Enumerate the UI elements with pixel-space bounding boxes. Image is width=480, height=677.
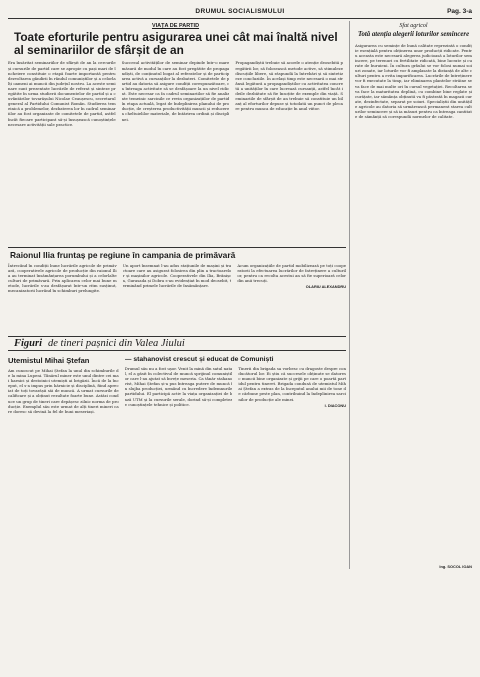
figures-columns: [8, 354, 346, 666]
figures-text-2: Drumul său nu a fost ușor. Venit la mină din satul natal, el a găsit în colectivul de muncă sprijinul comuniștilor care l-au ajutat să învețe meseria. Ca tânăr stahanovist, Mihai Ștefan și-a pus întreaga putere de muncă în slujba producției, urmând cu încredere îndemnurile partidului. El participă activ la viața organizației de bază UTM și la cursurile serale, dorind să-și completeze cunoștințele tehnice și politice.: [124, 366, 233, 407]
lead-text-2: Succesul activităților de seminar depinde într-o mare măsură de modul în care au fost pregătite de propagandiști, de conținutul bogat al referatelor și de participarea activă a cursanților la dezbateri. Comitetele de partid au datoria să asigure condiții corespunzătoare, ca întreaga activitate să se desfășoare la un nivel ridicat. Este necesar ca în cadrul seminariilor să fie analizate temeinic sarcinile ce revin organizațiilor de partid în etapa actuală, legat de îndeplinirea planului de producție, de creșterea productivității muncii și reducerea cheltuielilor materiale, de întărirea ordinii și disciplinei.: [121, 60, 230, 122]
lead-headline: Toate eforturile pentru asigurarea unei cât mai înaltă nivel al seminariilor de sfârșit de an: [14, 30, 338, 57]
figures-text-1: Am cunoscut pe Mihai Ștefan la unul din schimburile de la mina Lupeni. Tânărul miner este unul dintre cei mai harnici și destoinici utemiști ai brigăzii. Încă de la început, el s-a impus prin hărnicie și disciplină, fiind apreciat de toți tovarășii săi de muncă. A urmat cursurile de calificare și a obținut rezultate foarte bune. Astăzi conduce un grup de tineri care depășesc zilnic norma de producție. Exemplul său este urmat de alți tineri mineri care doresc să devină la fel de buni meseriași.: [8, 368, 119, 414]
mid-text-3: Acum organizațiile de partid mobilizează pe toți cooperatorii la efectuarea lucrărilor de întreținere a culturilor, pentru ca recolta acestui an să fie superioară celor din anii trecuți.: [237, 263, 347, 284]
section-band: [8, 336, 346, 351]
lead-text-3: Propagandiștii trebuie să acorde o atenție deosebită pregătirii lor, să folosească metode active, să stimuleze discuțiile libere, să răspundă la întrebări și să sintetizeze concluziile. În același timp este necesară o mai strânsă legătură a propagandiștilor cu activitatea concretă a unităților în care lucrează cursanții, astfel încât ideile dezbătute să fie însoțite de exemple din viață. Seminariile de sfârșit de an trebuie să constituie un bilanț al eforturilor depuse și totodată un punct de plecare pentru munca de educație în anul viitor.: [235, 60, 344, 112]
sidebar-headline: Totă atenția alegerii loturilor semincere: [357, 31, 470, 38]
mid-headline: Raionul Ilia fruntaș pe regiune în campania de primăvară: [10, 250, 236, 260]
sidebar-body: [355, 43, 472, 563]
mid-column: [123, 263, 232, 333]
figures-text-3: Tinerii din brigada sa vorbesc cu dragoste despre conducătorul lor. Ei știu că succesele obținute se datoresc muncii bine organizate și grijii pe care o poartă partidul pentru tineret. Brigada condusă de utemistul Mihai Ștefan a extras de la începutul anului mii de tone de cărbune peste plan, contribuind la îndeplinirea sarcinilor de producție ale minei.: [238, 366, 346, 402]
figures-subheading-2: — stahanovist crescut și educat de Comuniști: [124, 356, 274, 363]
lead-column: [122, 60, 230, 256]
lead-rubric: VIAȚA DE PARTID: [151, 23, 200, 29]
mid-columns: [8, 263, 346, 333]
page-number: Pag. 3-a: [447, 8, 472, 15]
mid-article: [8, 244, 346, 666]
mid-column: [8, 263, 117, 333]
lead-column: [235, 60, 343, 256]
section-tag: Figuri: [14, 338, 43, 349]
divider: [8, 247, 346, 248]
mid-column: [237, 263, 346, 333]
sidebar-text: Asigurarea cu semințe de bună calitate reprezintă o condiție esențială pentru obținerea unor producții ridicate. Pentru aceasta este necesară alegerea judicioasă a loturilor semincere, pe terenuri cu fertilitate ridicată, bine lucrate și curate de buruieni. În cultura grâului se vor folosi numai soiuri zonate, iar loturile vor fi amplasate la distanță de alte culturi pentru a evita impurificarea. Lucrările de întreținere vor fi executate la timp, iar eliminarea plantelor străine se va face de mai multe ori în cursul vegetației. Recoltarea se va face la maturitatea deplină, cu combine bine reglate și curățate, iar sămânța obținută va fi păstrată în magazii curate, dezinfectate, separat pe soiuri. Specialiștii din unitățile agricole au datoria să urmărească permanent starea culturilor semincere și să ia măsuri pentru ca întreaga cantitate de sămânță să corespundă normelor de calitate.: [355, 42, 472, 120]
figures-subcolumn: [125, 366, 233, 408]
lead-text-1: Era însăritat seminariilor de sfârșit de an la cercurile și cursurile de partid care se apropie cu pași mari de încheiere constituie o etapă foarte importantă pentru dezvoltarea gândirii în rândul comuniștilor și a celorlalți oameni ai muncii din județul nostru. La aceste seminare sunt prezentate lucrările de referat și sinteze pregătite în urma studierii documentelor de partid și a cuvântărilor tovarășului Nicolae Ceaușescu, secretarul general al Partidului Comunist Român. Studierea temeinică a problemelor, dezbaterea lor în cadrul seminariilor au fost organizate de comitetele de partid, astfel încât fiecare participant să-și însușească cunoștințele necesare activității sale practice.: [8, 60, 116, 127]
page-header: [8, 6, 472, 19]
lead-columns: [8, 60, 343, 256]
sidebar-signature: Ing. SOCOL IOAN: [439, 563, 472, 569]
figures-subheading-1: Utemistul Mihai Ștefan: [8, 356, 90, 365]
mid-text-2: Un aport însemnat l-au adus stațiunile de mașini și tractoare care au asigurat folosirea din plin a tractoarelor și mașinilor agricole. Cooperativele din Ilia, Brănișca, Gurasada și Dobra s-au evidențiat în mod deosebit, terminând primele lucrările de însămânțare.: [122, 263, 232, 289]
figures-signature-1: I. DIACONU: [324, 402, 346, 408]
sidebar-rubric: Sfat agricol: [399, 23, 428, 29]
figures-column-wide: [125, 354, 346, 666]
figures-column: [8, 354, 119, 666]
mid-signature: OLARIU ALEXANDRU: [305, 284, 347, 290]
sidebar-article: [349, 21, 472, 569]
figures-subcolumns: [125, 366, 346, 408]
mid-text-1: Întrecând în condiții bune lucrările agricole de primăvară, cooperativele agricole de producție din raionul Ilia au terminat însămânțarea porumbului și a celorlalte culturi de primăvară. Prin aplicarea celor mai bune metode, lucrările s-au desfășurat într-un ritm susținut, mecanizatorii lucrând în schimburi prelungite.: [8, 263, 117, 294]
publication-name: DRUMUL SOCIALISMULUI: [195, 8, 285, 15]
lead-column: [8, 60, 116, 256]
section-title: de tineri pașnici din Valea Jiului: [48, 338, 185, 349]
newspaper-page: [8, 6, 472, 665]
figures-subcolumn: [238, 366, 346, 408]
